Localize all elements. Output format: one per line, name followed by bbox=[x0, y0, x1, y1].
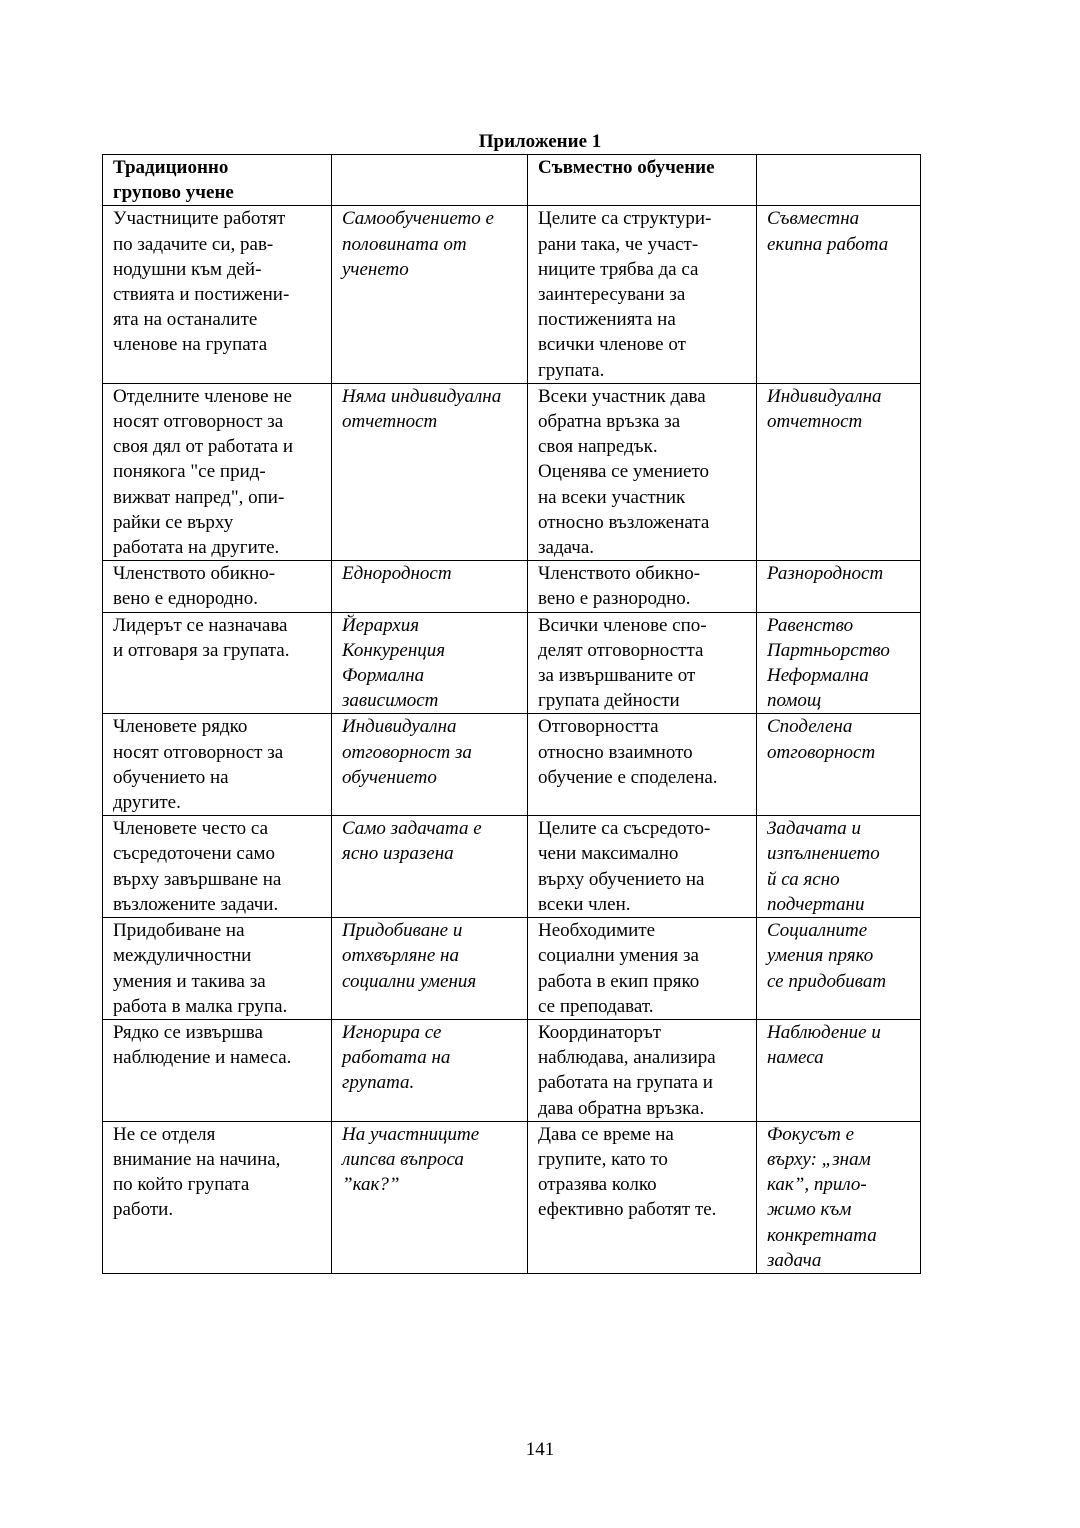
cell-line: конкретната bbox=[767, 1224, 877, 1246]
cell-line: върху обучението на bbox=[538, 868, 705, 890]
comparison-table bbox=[102, 154, 921, 1274]
cell-line: носят отговорност за bbox=[113, 741, 284, 763]
cell-line: социални умения за bbox=[538, 945, 699, 967]
cell-line: Еднородност bbox=[342, 563, 452, 585]
cell-line: ниците трябва да са bbox=[538, 258, 699, 280]
cell-line: работата на bbox=[342, 1047, 451, 1069]
cell-line: ята на останалите bbox=[113, 309, 258, 331]
cell-cooperative bbox=[528, 1121, 757, 1273]
cell-line: Отговорността bbox=[538, 716, 659, 738]
cell-cooperative bbox=[528, 383, 757, 560]
table-row bbox=[103, 612, 921, 714]
cell-line: Съвместно обучение bbox=[538, 157, 715, 178]
page-title: Приложение 1 bbox=[478, 131, 602, 152]
header-cell-traditional-feature bbox=[332, 155, 528, 206]
cell-line: ствията и постижени- bbox=[113, 284, 290, 306]
cell-line: отчетност bbox=[767, 411, 863, 433]
cell-line: вижват напред", опи- bbox=[113, 486, 285, 508]
cell-line: рани така, че участ- bbox=[538, 233, 699, 255]
cell-line: вено е еднородно. bbox=[113, 588, 258, 610]
cell-traditional-feature bbox=[332, 714, 528, 816]
cell-cooperative-feature bbox=[757, 816, 921, 918]
cell-line: Целите са съсредото- bbox=[538, 818, 711, 840]
cell-cooperative bbox=[528, 206, 757, 383]
cell-line: Йерархия bbox=[342, 614, 420, 636]
cell-line: Неформална bbox=[767, 665, 869, 687]
cell-line: върху завършване на bbox=[113, 868, 282, 890]
cell-traditional-feature bbox=[332, 918, 528, 1020]
header-cell-cooperative bbox=[528, 155, 757, 206]
cell-line: Оценява се умението bbox=[538, 461, 710, 483]
cell-line: Споделена bbox=[767, 716, 853, 738]
cell-line: Игнорира се bbox=[342, 1021, 442, 1043]
cell-line: Лидерът се назначава bbox=[113, 614, 288, 636]
cell-line: заинтересувани за bbox=[538, 284, 686, 306]
cell-line: Не се отделя bbox=[113, 1123, 216, 1145]
cell-line: работи. bbox=[113, 1199, 174, 1221]
cell-line: наблюдение и намеса. bbox=[113, 1047, 292, 1069]
cell-cooperative bbox=[528, 612, 757, 714]
cell-line: всеки член. bbox=[538, 893, 631, 915]
cell-line: междуличностни bbox=[113, 945, 252, 967]
cell-cooperative-feature bbox=[757, 1019, 921, 1121]
cell-line: Конкуренция bbox=[342, 639, 446, 661]
cell-line: Самообучението е bbox=[342, 208, 494, 230]
cell-cooperative bbox=[528, 714, 757, 816]
cell-line: Задачата и bbox=[767, 818, 862, 840]
cell-line: ”как?” bbox=[342, 1174, 400, 1196]
cell-line: Дава се време на bbox=[538, 1123, 674, 1145]
cell-line: вено е разнородно. bbox=[538, 588, 691, 610]
table-row bbox=[103, 383, 921, 560]
table-row bbox=[103, 1121, 921, 1273]
cell-line: членове на групата bbox=[113, 334, 268, 356]
cell-line: Партньорство bbox=[767, 639, 890, 661]
cell-line: Разнородност bbox=[767, 563, 884, 585]
cell-line: Само задачата е bbox=[342, 818, 482, 840]
cell-line: обучението на bbox=[113, 766, 229, 788]
cell-line: подчертани bbox=[767, 893, 865, 915]
cell-line: Членовете рядко bbox=[113, 716, 248, 738]
cell-traditional bbox=[103, 383, 332, 560]
cell-traditional bbox=[103, 1121, 332, 1273]
cell-line: Съвместна bbox=[767, 208, 860, 230]
cell-line: Наблюдение и bbox=[767, 1021, 881, 1043]
cell-line: Координаторът bbox=[538, 1021, 662, 1043]
cell-line: Придобиване на bbox=[113, 920, 245, 942]
header-cell-traditional bbox=[103, 155, 332, 206]
cell-line: как”, прило- bbox=[767, 1174, 867, 1196]
cell-line: Членството обикно- bbox=[538, 563, 701, 585]
cell-line: се преподават. bbox=[538, 995, 654, 1017]
cell-line: задача bbox=[767, 1249, 822, 1271]
cell-line: отговорност за bbox=[342, 741, 472, 763]
cell-line: Няма индивидуална bbox=[342, 385, 502, 407]
cell-line: Рядко се извършва bbox=[113, 1021, 263, 1043]
cell-traditional bbox=[103, 612, 332, 714]
cell-traditional-feature bbox=[332, 561, 528, 612]
table-row bbox=[103, 206, 921, 383]
cell-line: отговорност bbox=[767, 741, 876, 763]
cell-line: Формална bbox=[342, 665, 425, 687]
cell-line: обучението bbox=[342, 766, 437, 788]
cell-traditional-feature bbox=[332, 206, 528, 383]
cell-line: чени максимално bbox=[538, 843, 679, 865]
cell-line: помощ bbox=[767, 690, 822, 712]
cell-line: Традиционно bbox=[113, 157, 229, 178]
table-row bbox=[103, 918, 921, 1020]
cell-line: своя напредък. bbox=[538, 436, 658, 458]
cell-traditional-feature bbox=[332, 1121, 528, 1273]
cell-line: липсва въпроса bbox=[342, 1148, 464, 1170]
cell-line: отчетност bbox=[342, 411, 438, 433]
cell-line: групата. bbox=[342, 1072, 415, 1094]
cell-line: работа в екип пряко bbox=[538, 970, 700, 992]
cell-line: възложените задачи. bbox=[113, 893, 279, 915]
cell-line: Членовете често са bbox=[113, 818, 269, 840]
cell-line: половината от bbox=[342, 233, 467, 255]
cell-traditional-feature bbox=[332, 612, 528, 714]
cell-cooperative-feature bbox=[757, 206, 921, 383]
cell-line: съсредоточени само bbox=[113, 843, 276, 865]
cell-line: отразява колко bbox=[538, 1174, 657, 1196]
cell-line: работата на другите. bbox=[113, 537, 280, 559]
cell-line: наблюдава, анализира bbox=[538, 1047, 716, 1069]
cell-line: на всеки участник bbox=[538, 486, 686, 508]
cell-line: жимо към bbox=[767, 1199, 852, 1221]
cell-line: обучение е споделена. bbox=[538, 766, 718, 788]
cell-line: задача. bbox=[538, 537, 595, 559]
cell-line: Членството обикно- bbox=[113, 563, 276, 585]
cell-line: дава обратна връзка. bbox=[538, 1097, 705, 1119]
cell-line: по задачите си, рав- bbox=[113, 233, 274, 255]
cell-traditional bbox=[103, 816, 332, 918]
table-row bbox=[103, 714, 921, 816]
cell-line: Отделните членове не bbox=[113, 385, 292, 407]
cell-traditional bbox=[103, 918, 332, 1020]
cell-line: за извършваните от bbox=[538, 665, 696, 687]
cell-line: намеса bbox=[767, 1047, 824, 1069]
cell-line: Равенство bbox=[767, 614, 854, 636]
cell-line: ясно изразена bbox=[342, 843, 454, 865]
cell-cooperative-feature bbox=[757, 714, 921, 816]
cell-traditional-feature bbox=[332, 1019, 528, 1121]
cell-cooperative-feature bbox=[757, 918, 921, 1020]
cell-traditional-feature bbox=[332, 816, 528, 918]
cell-line: работата на групата и bbox=[538, 1072, 713, 1094]
cell-line: екипна работа bbox=[767, 233, 889, 255]
cell-cooperative bbox=[528, 816, 757, 918]
cell-line: умения и такива за bbox=[113, 970, 266, 992]
cell-line: Индивидуална bbox=[767, 385, 882, 407]
cell-line: по който групата bbox=[113, 1174, 250, 1196]
cell-line: своя дял от работата и bbox=[113, 436, 294, 458]
cell-cooperative-feature bbox=[757, 383, 921, 560]
cell-traditional-feature bbox=[332, 383, 528, 560]
table-row bbox=[103, 1019, 921, 1121]
cell-line: носят отговорност за bbox=[113, 411, 284, 433]
cell-line: и отговаря за групата. bbox=[113, 639, 290, 661]
cell-line: обратна връзка за bbox=[538, 411, 681, 433]
cell-line: социални умения bbox=[342, 970, 477, 992]
cell-line: умения пряко bbox=[767, 945, 874, 967]
cell-line: относно взаимното bbox=[538, 741, 693, 763]
cell-line: Целите са структури- bbox=[538, 208, 712, 230]
cell-line: работа в малка група. bbox=[113, 995, 288, 1017]
cell-cooperative-feature bbox=[757, 612, 921, 714]
cell-line: Фокусът е bbox=[767, 1123, 855, 1145]
cell-line: всички членове от bbox=[538, 334, 686, 356]
cell-traditional bbox=[103, 714, 332, 816]
cell-line: зависимост bbox=[342, 690, 439, 712]
cell-line: Придобиване и bbox=[342, 920, 463, 942]
cell-cooperative bbox=[528, 918, 757, 1020]
cell-line: Необходимите bbox=[538, 920, 656, 942]
cell-cooperative bbox=[528, 1019, 757, 1121]
cell-line: райки се върху bbox=[113, 511, 234, 533]
cell-line: Всички членове спо- bbox=[538, 614, 707, 636]
cell-line: относно възложената bbox=[538, 511, 710, 533]
cell-line: групите, като то bbox=[538, 1148, 668, 1170]
cell-line: постиженията на bbox=[538, 309, 676, 331]
cell-line: изпълнението bbox=[767, 843, 880, 865]
cell-line: отхвърляне на bbox=[342, 945, 459, 967]
cell-cooperative-feature bbox=[757, 561, 921, 612]
cell-line: Индивидуална bbox=[342, 716, 457, 738]
table-header-row bbox=[103, 155, 921, 206]
cell-line: внимание на начина, bbox=[113, 1148, 281, 1170]
cell-line: понякога "се прид- bbox=[113, 461, 266, 483]
cell-line: й са ясно bbox=[767, 868, 840, 890]
cell-line: групата. bbox=[538, 359, 605, 381]
cell-cooperative-feature bbox=[757, 1121, 921, 1273]
header-cell-cooperative-feature bbox=[757, 155, 921, 206]
cell-line: групово учене bbox=[113, 182, 234, 204]
cell-line: другите. bbox=[113, 792, 181, 814]
table-row bbox=[103, 561, 921, 612]
cell-line: групата дейности bbox=[538, 690, 680, 712]
table-row bbox=[103, 816, 921, 918]
table-body bbox=[103, 155, 921, 1274]
cell-traditional bbox=[103, 206, 332, 383]
cell-line: върху: „знам bbox=[767, 1148, 871, 1170]
cell-line: нодушни към дей- bbox=[113, 258, 262, 280]
cell-line: ефективно работят те. bbox=[538, 1199, 717, 1221]
cell-line: На участниците bbox=[342, 1123, 480, 1145]
cell-line: Социалните bbox=[767, 920, 868, 942]
cell-line: Участниците работят bbox=[113, 208, 286, 230]
cell-traditional bbox=[103, 561, 332, 612]
cell-cooperative bbox=[528, 561, 757, 612]
cell-line: Всеки участник дава bbox=[538, 385, 706, 407]
cell-traditional bbox=[103, 1019, 332, 1121]
cell-line: ученето bbox=[342, 258, 409, 280]
cell-line: се придобиват bbox=[767, 970, 887, 992]
page-number: 141 bbox=[525, 1439, 555, 1460]
cell-line: делят отговорността bbox=[538, 639, 704, 661]
